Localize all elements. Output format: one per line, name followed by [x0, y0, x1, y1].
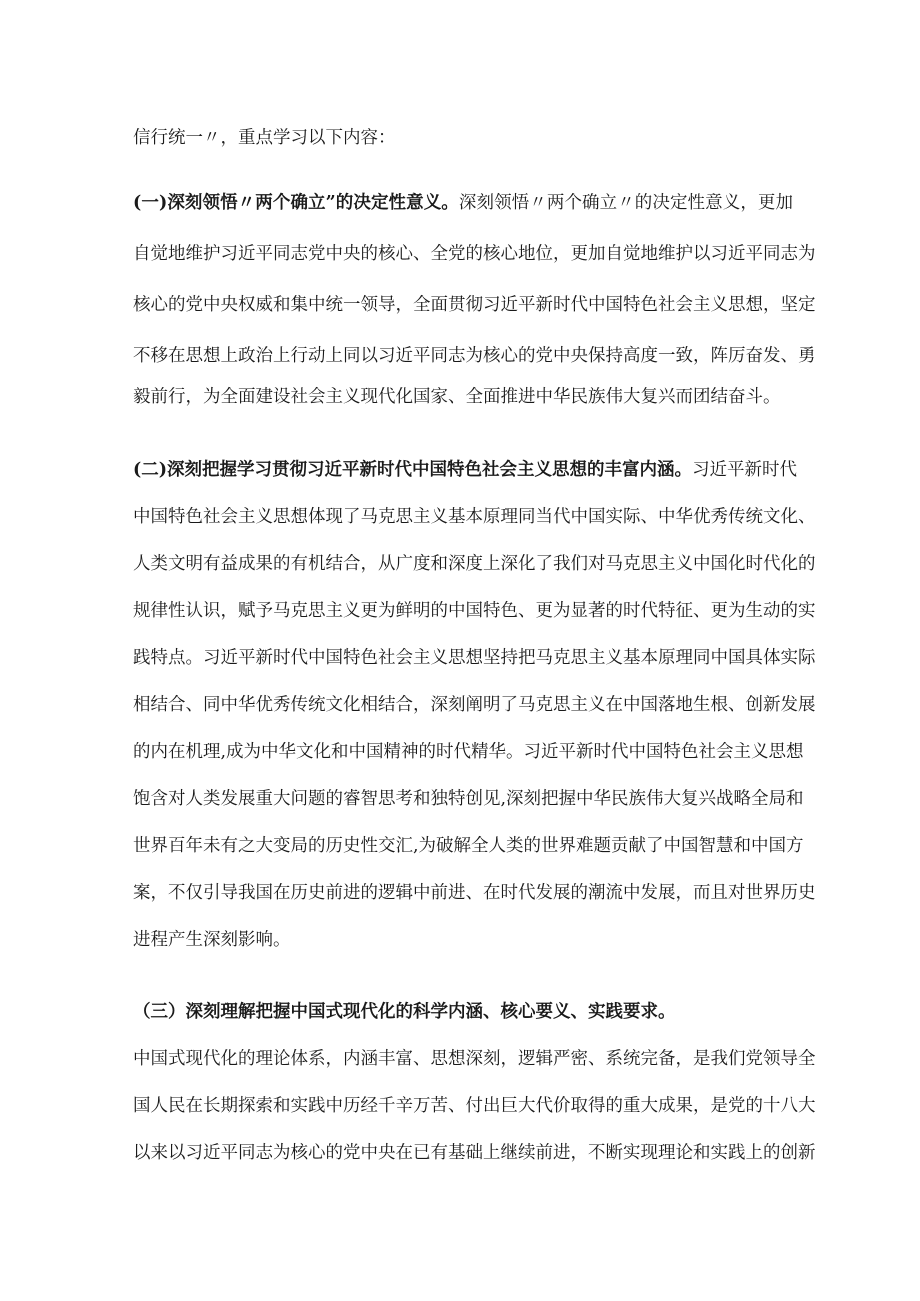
section-1-line-5: 毅前行，为全面建设社会主义现代化国家、全面推进中华民族伟大复兴而团结奋斗。	[133, 387, 781, 407]
section-3-line-2: 国人民在长期探索和实践中历经千辛万苦、付出巨大代价取得的重大成果，是党的十八大	[133, 1096, 816, 1116]
section-1-line-2: 自觉地维护习近平同志党中央的核心、全党的核心地位，更加自觉地维护以习近平同志为	[133, 244, 816, 264]
section-3-line-1: 中国式现代化的理论体系，内涵丰富、思想深刻，逻辑严密、系统完备，是我们党领导全	[133, 1049, 816, 1069]
intro-line: 信行统一〃，重点学习以下内容：	[133, 128, 396, 148]
section-2-line-6: 相结合、同中华优秀传统文化相结合，深刻阐明了马克思主义在中国落地生根、创新发展	[133, 695, 816, 715]
section-1-line-1	[133, 186, 793, 220]
section-2-line-5: 践特点。习近平新时代中国特色社会主义思想坚持把马克思主义基本原理同中国具体实际	[133, 648, 816, 668]
section-3-line-3: 以来以习近平同志为核心的党中央在已有基础上继续前进，不断实现理论和实践上的创新	[133, 1143, 816, 1163]
section-2-line-2: 中国特色社会主义思想体现了马克思主义基本原理同当代中国实际、中华优秀传统文化、	[133, 507, 816, 527]
section-2-line-3: 人类文明有益成果的有机结合，从广度和深度上深化了我们对马克思主义中国化时代化的	[133, 554, 816, 574]
section-2-heading: (二)深刻把握学习贯彻习近平新时代中国特色社会主义思想的丰富内涵。	[133, 460, 693, 480]
section-1-text: 深刻领悟〃两个确立〃的决定性意义，更加	[458, 193, 794, 213]
section-2-line-1	[133, 453, 798, 487]
section-1-line-3: 核心的党中央权威和集中统一领导，全面贯彻习近平新时代中国特色社会主义思想，坚定	[133, 295, 816, 315]
section-2-line-9: 世界百年未有之大变局的历史性交汇,为破解全人类的世界难题贡献了中国智慧和中国方	[133, 836, 804, 856]
section-2-line-10: 案，不仅引导我国在历史前进的逻辑中前进、在时代发展的潮流中发展，而且对世界历史	[133, 883, 816, 903]
section-2-line-8: 饱含对人类发展重大问题的睿智思考和独特创见,深刻把握中华民族伟大复兴战略全局和	[133, 789, 804, 809]
section-2-line-4: 规律性认识，赋予马克思主义更为鲜明的中国特色、更为显著的时代特征、更为生动的实	[133, 601, 816, 621]
section-3-heading: （三）深刻理解把握中国式现代化的科学内涵、核心要义、实践要求。	[133, 1002, 676, 1022]
section-1-line-4: 不移在思想上政治上行动上同以习近平同志为核心的党中央保持高度一致，阵厉奋发、勇	[133, 346, 816, 366]
section-1-heading: (一)深刻领悟〃两个确立”的决定性意义。	[133, 193, 459, 213]
section-2-line-7: 的内在机理,成为中华文化和中国精神的时代精华。习近平新时代中国特色社会主义思想	[133, 742, 804, 762]
section-2-line-11: 进程产生深刻影响。	[133, 930, 291, 950]
section-2-text: 习近平新时代	[692, 460, 798, 480]
